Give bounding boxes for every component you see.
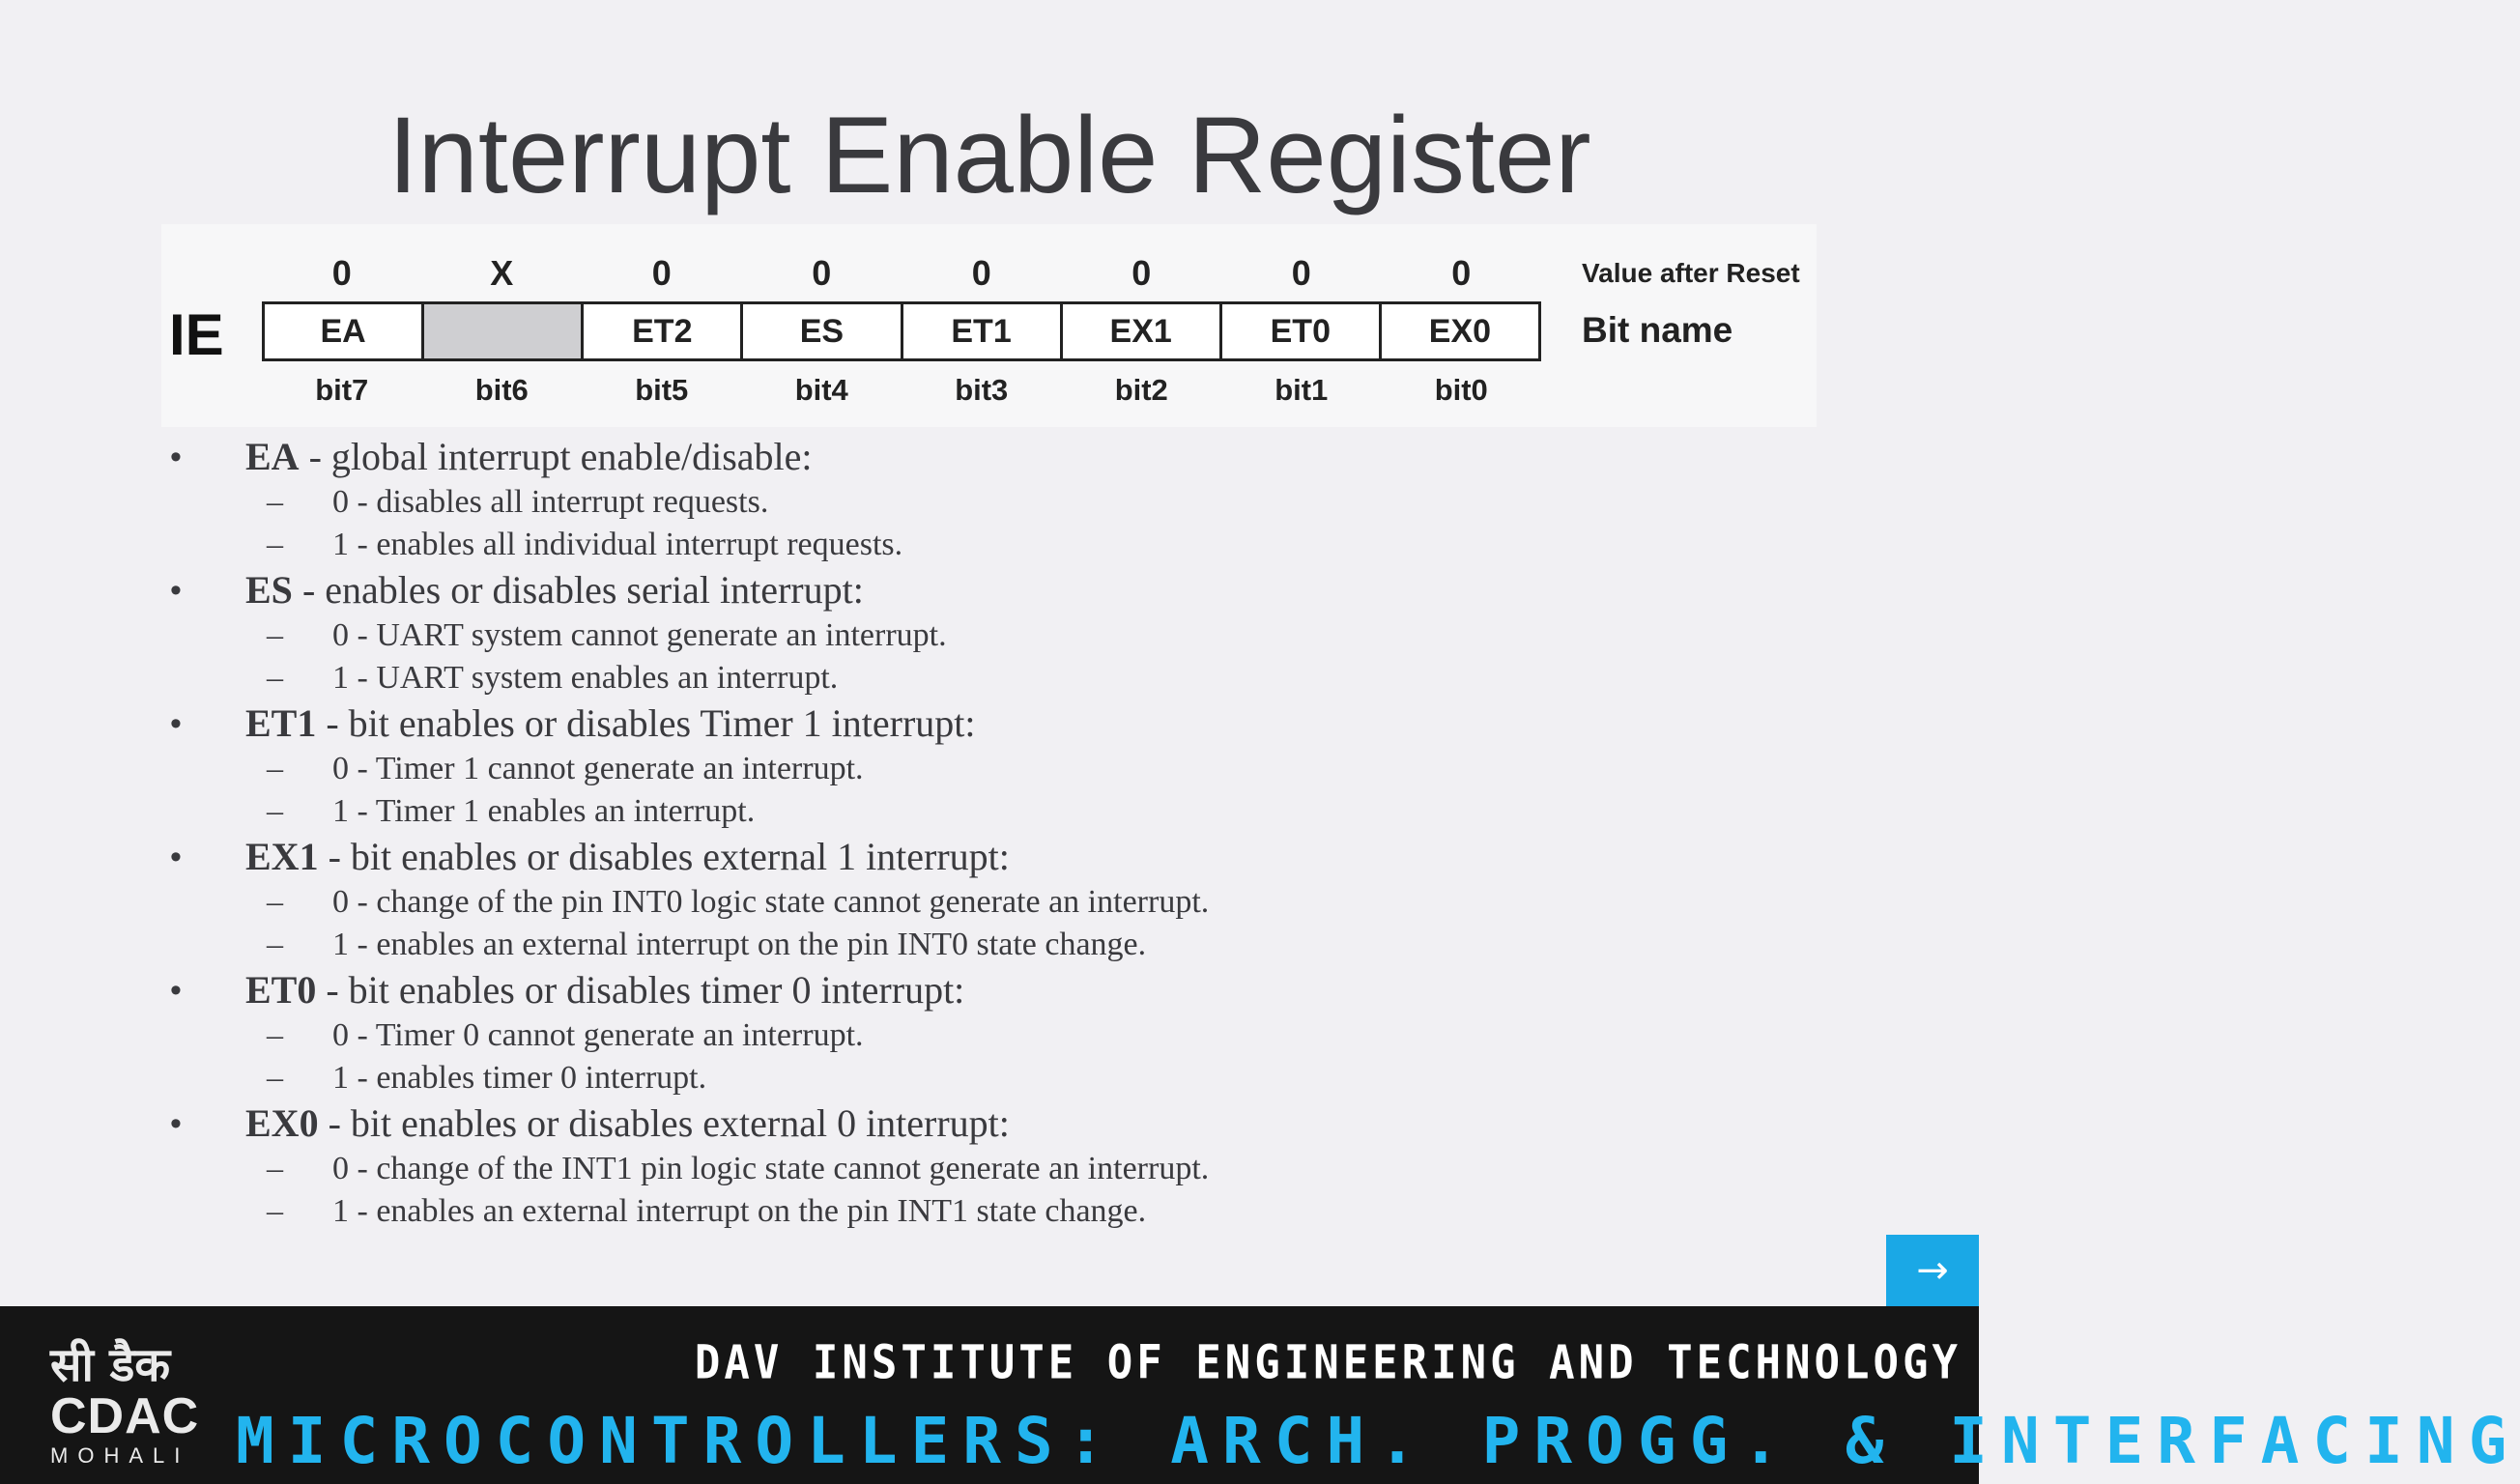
- bit-label: bit3: [955, 373, 1009, 407]
- dash-icon: –: [267, 1193, 283, 1229]
- bit-cell-es: ES: [740, 304, 900, 358]
- dash-icon: –: [267, 660, 283, 696]
- logo-main-text: CDAC: [50, 1388, 200, 1444]
- bit-cell-ex0: EX0: [1379, 304, 1538, 358]
- sub-item: [170, 881, 1832, 924]
- bit-label: bit6: [474, 373, 529, 407]
- bit-name-legend: Bit name: [1582, 310, 1733, 350]
- dash-icon: –: [267, 793, 283, 829]
- sub-item-text: 0 - change of the INT1 pin logic state cannot generate an interrupt.: [332, 1151, 1210, 1186]
- bit-labels-row: [262, 367, 1541, 414]
- sub-item-text: 0 - Timer 1 cannot generate an interrupt.: [332, 751, 864, 786]
- dash-icon: –: [267, 1060, 283, 1096]
- bullet-term: ET1: [245, 701, 317, 745]
- sub-item-text: 1 - enables all individual interrupt requests.: [332, 527, 903, 562]
- bit-cell-et1: ET1: [901, 304, 1060, 358]
- bullet-heading: [170, 966, 1832, 1014]
- bullet-term: ES: [245, 568, 293, 612]
- bullet-icon: •: [170, 439, 182, 475]
- dash-icon: –: [267, 484, 283, 520]
- sub-item: [170, 657, 1832, 699]
- bullet-heading: [170, 1099, 1832, 1148]
- logo-hindi-text: सी डैक: [50, 1338, 171, 1392]
- bullet-icon: •: [170, 839, 182, 875]
- reset-value: 0: [812, 253, 832, 293]
- sub-item: [170, 924, 1832, 966]
- sub-item: [170, 790, 1832, 833]
- sub-item: [170, 1148, 1832, 1190]
- reset-values-row: [262, 249, 1541, 298]
- reset-value: 0: [651, 253, 672, 293]
- cdac-logo: [50, 1339, 224, 1474]
- bit-cell-ea: EA: [320, 313, 366, 350]
- bit-cell-ex1: EX1: [1060, 304, 1219, 358]
- bit-label: bit5: [635, 373, 689, 407]
- bit-label: bit0: [1434, 373, 1488, 407]
- bullet-heading: [170, 566, 1832, 614]
- bullet-icon: •: [170, 1105, 182, 1142]
- bullet-icon: •: [170, 972, 182, 1009]
- sub-item: [170, 1190, 1832, 1233]
- register-diagram: [161, 224, 1817, 427]
- course-title: MICROCONTROLLERS: ARCH. PROGG. & INTERFACING: [236, 1404, 2520, 1478]
- reset-value: 0: [331, 253, 352, 293]
- bullet-heading: [170, 433, 1832, 481]
- bullet-list: [170, 433, 1832, 1233]
- footer-banner: [0, 1306, 2520, 1484]
- next-slide-button[interactable]: [1886, 1235, 1979, 1306]
- dash-icon: –: [267, 527, 283, 562]
- reset-value: 0: [1291, 253, 1311, 293]
- reset-value: X: [490, 253, 514, 293]
- sub-item: [170, 614, 1832, 657]
- logo-sub-text: MOHALI: [50, 1443, 190, 1468]
- bullet-term: EA: [245, 435, 300, 478]
- dash-icon: –: [267, 1151, 283, 1186]
- dash-icon: –: [267, 884, 283, 920]
- bullet-desc: - bit enables or disables timer 0 interrupt:: [316, 968, 965, 1012]
- bit-cell-et0: ET0: [1219, 304, 1379, 358]
- list-item: [170, 833, 1832, 966]
- sub-item-text: 1 - enables an external interrupt on the pin INT1 state change.: [332, 1193, 1147, 1229]
- bullet-heading: [170, 833, 1832, 881]
- list-item: [170, 699, 1832, 833]
- sub-item-text: 1 - enables timer 0 interrupt.: [332, 1060, 707, 1096]
- reset-value: 0: [1131, 253, 1152, 293]
- bullet-desc: - global interrupt enable/disable:: [299, 435, 813, 478]
- list-item: [170, 966, 1832, 1099]
- sub-item-text: 0 - Timer 0 cannot generate an interrupt.: [332, 1017, 864, 1053]
- bit-label: bit4: [794, 373, 848, 407]
- bit-label: bit1: [1274, 373, 1329, 407]
- register-name: IE: [169, 302, 224, 367]
- bit-label: bit2: [1114, 373, 1168, 407]
- list-item: [170, 433, 1832, 566]
- sub-item: [170, 748, 1832, 790]
- bullet-term: EX0: [245, 1101, 319, 1145]
- bullet-icon: •: [170, 572, 182, 609]
- sub-item-text: 1 - UART system enables an interrupt.: [332, 660, 839, 696]
- bit-label: bit7: [315, 373, 369, 407]
- bit-cell-reserved: [421, 304, 581, 358]
- sub-item-text: 1 - enables an external interrupt on the pin INT0 state change.: [332, 927, 1147, 962]
- sub-item: [170, 1014, 1832, 1057]
- reset-legend: Value after Reset: [1582, 258, 1800, 288]
- bullet-desc: - enables or disables serial interrupt:: [292, 568, 864, 612]
- sub-item-text: 0 - change of the pin INT0 logic state cannot generate an interrupt.: [332, 884, 1210, 920]
- dash-icon: –: [267, 1017, 283, 1053]
- bit-cells-row: [262, 301, 1541, 361]
- sub-item-text: 0 - disables all interrupt requests.: [332, 484, 769, 520]
- list-item: [170, 566, 1832, 699]
- bullet-desc: - bit enables or disables external 0 interrupt:: [318, 1101, 1010, 1145]
- reset-value: 0: [971, 253, 991, 293]
- bullet-heading: [170, 699, 1832, 748]
- bullet-term: ET0: [245, 968, 317, 1012]
- bullet-icon: •: [170, 705, 182, 742]
- bit-cell-et2: ET2: [581, 304, 740, 358]
- bullet-desc: - bit enables or disables external 1 interrupt:: [318, 835, 1010, 878]
- sub-item: [170, 1057, 1832, 1099]
- institute-name: DAV INSTITUTE OF ENGINEERING AND TECHNOLOGY: [694, 1335, 1962, 1390]
- bullet-desc: - bit enables or disables Timer 1 interrupt:: [316, 701, 976, 745]
- dash-icon: –: [267, 617, 283, 653]
- sub-item-text: 1 - Timer 1 enables an interrupt.: [332, 793, 756, 829]
- bullet-term: EX1: [245, 835, 319, 878]
- slide-title: Interrupt Enable Register: [387, 95, 1591, 215]
- sub-item: [170, 481, 1832, 524]
- reset-value: 0: [1451, 253, 1472, 293]
- sub-item-text: 0 - UART system cannot generate an interrupt.: [332, 617, 947, 653]
- sub-item: [170, 524, 1832, 566]
- list-item: [170, 1099, 1832, 1233]
- dash-icon: –: [267, 927, 283, 962]
- arrow-right-icon: →: [1916, 1248, 1949, 1293]
- dash-icon: –: [267, 751, 283, 786]
